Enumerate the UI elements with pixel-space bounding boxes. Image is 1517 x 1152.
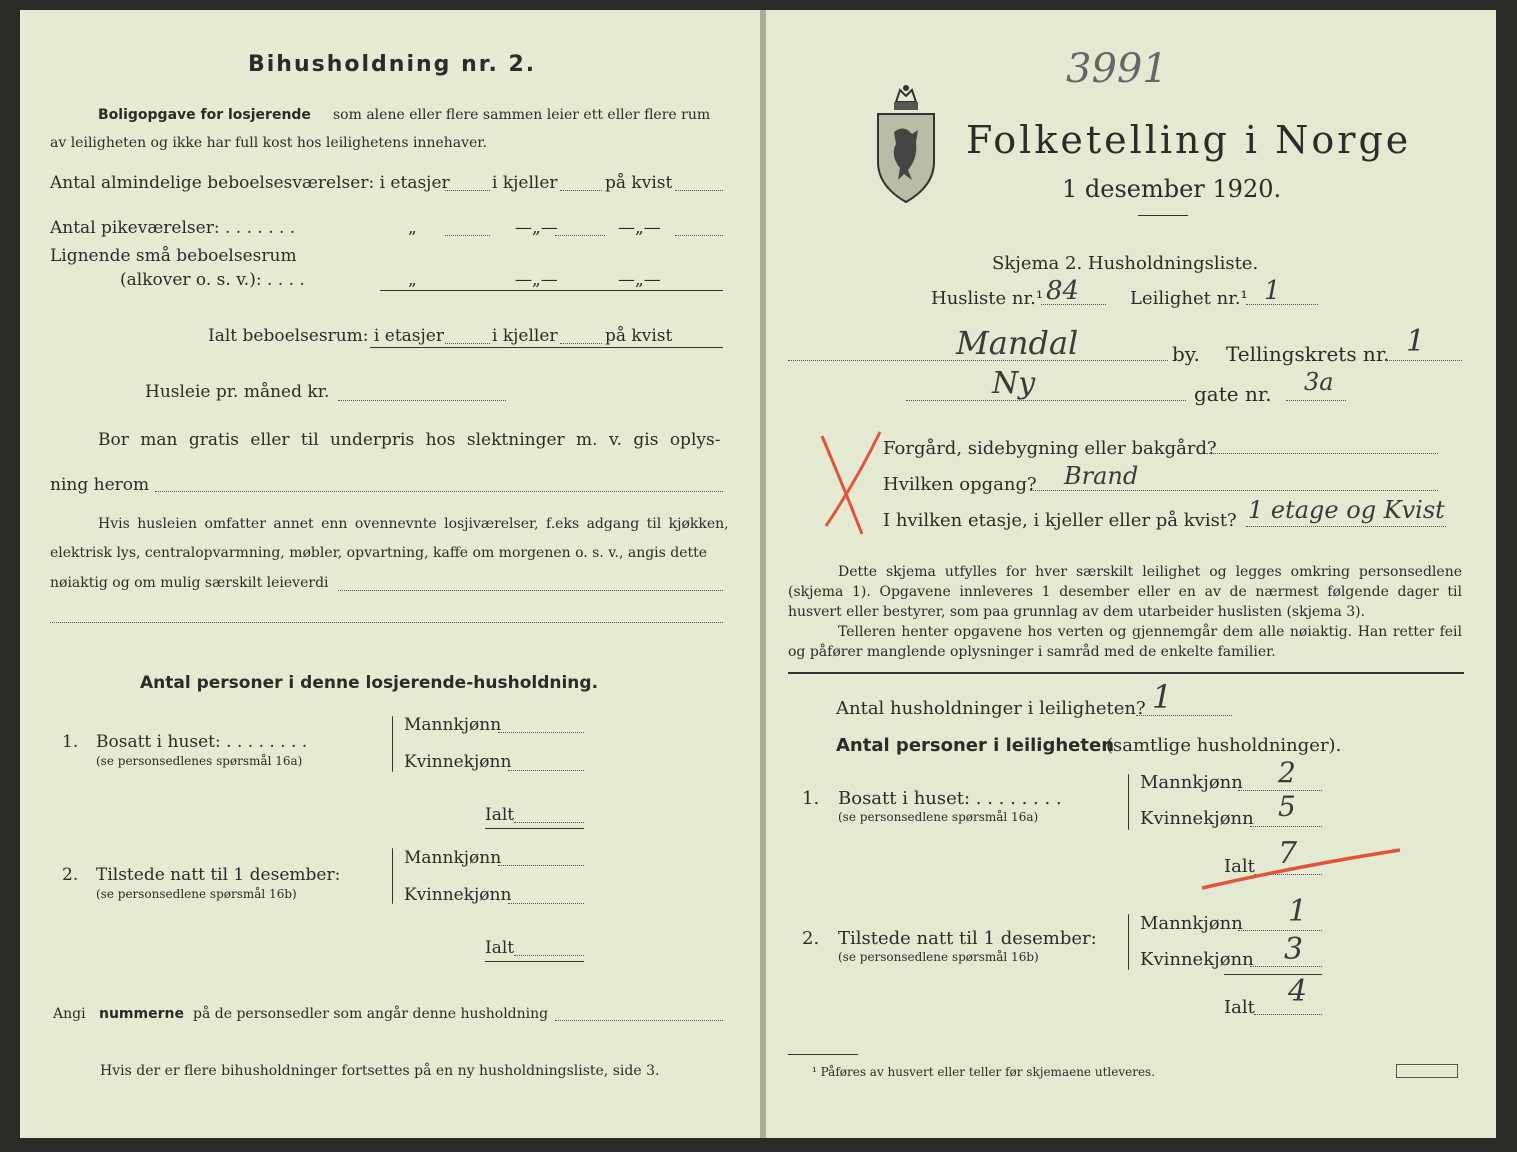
left-footer: Hvis der er flere bihusholdninger fortsettes på en ny husholdningsliste, side 3. [100, 1063, 660, 1079]
q1-ialt-value: 7 [1278, 836, 1298, 871]
ialt-rooms-label: Ialt beboelsesrum: i etasjer [208, 326, 444, 346]
i-kjeller-1: i kjeller [492, 173, 558, 193]
q1-kvinne-right: Kvinnekjønn [1140, 808, 1254, 829]
hvis-line2: elektrisk lys, centralopvarmning, møbler, opvartning, kaffe om morgenen o. s. v., angis dette [50, 545, 708, 561]
left-page [20, 10, 760, 1138]
hvis-line3: nøiaktig og om mulig særskilt leieverdi [50, 575, 329, 591]
lignende-2: (alkover o. s. v.): . . . . [120, 270, 305, 290]
ditto-4: „ [408, 270, 417, 290]
q1-label-left: Bosatt i huset: . . . . . . . . [96, 732, 308, 752]
ditto-3: —„— [618, 218, 661, 238]
q2-sub-left: (se personsedlene spørsmål 16b) [96, 887, 297, 901]
lignende-1: Lignende små beboelsesrum [50, 246, 297, 266]
q2-mann-right: Mannkjønn [1140, 913, 1243, 934]
coat-of-arms-icon [874, 82, 938, 206]
etasje-label: I hvilken etasje, i kjeller eller på kvist? [883, 510, 1237, 531]
q1-label-right: Bosatt i huset: . . . . . . . . [838, 788, 1062, 809]
q2-ialt-right: Ialt [1224, 997, 1255, 1018]
bihusholdning-title: Bihusholdning nr. 2. [248, 52, 537, 77]
rooms-label: Antal almindelige beboelsesværelser: i etasjer [50, 173, 450, 193]
q2-kvinne-right: Kvinnekjønn [1140, 949, 1254, 970]
red-pencil-stroke-icon [1198, 844, 1404, 894]
ditto-5: —„— [515, 270, 558, 290]
opgang-label: Hvilken opgang? [883, 474, 1037, 495]
q1-ialt-left: Ialt [485, 805, 515, 825]
census-title: Folketelling i Norge [966, 118, 1412, 162]
ditto-1: „ [408, 218, 417, 238]
leilighet-label: Leilighet nr.¹ [1130, 288, 1248, 309]
q2-mann-left: Mannkjønn [404, 848, 502, 868]
paa-kvist-1: på kvist [605, 173, 673, 193]
q1-num-left: 1. [62, 732, 79, 752]
intro-rest-1: som alene eller flere sammen leier ett eller flere rum [333, 107, 711, 123]
husholdninger-label: Antal husholdninger i leiligheten? [836, 698, 1146, 719]
angi-post: på de personsedler som angår denne husholdning [193, 1006, 549, 1022]
footnote: ¹ Påføres av husvert eller teller før skjemaene utleveres. [812, 1065, 1156, 1079]
q2-sub-right: (se personsedlene spørsmål 16b) [838, 950, 1039, 964]
persons-heading-right-rest: (samtlige husholdninger). [1106, 735, 1342, 756]
bor-line2: ning herom [50, 475, 150, 495]
instructions-2: Telleren henter opgavene hos verten og gjennemgår dem alle nøiaktig. Han retter feil og påfører manglende oplysninger i samråd med de enkelte familier. [788, 624, 1462, 660]
husholdninger-value: 1 [1152, 678, 1173, 716]
gate-value: 3a [1304, 368, 1334, 396]
intro-rest-2: av leiligheten og ikke har full kost hos leilighetens innehaver. [50, 135, 487, 151]
krets-label: Tellingskrets nr. [1226, 342, 1390, 366]
husliste-value: 84 [1046, 276, 1080, 306]
etasje-value: 1 etage og Kvist [1248, 496, 1445, 524]
q2-ialt-left: Ialt [485, 938, 515, 958]
q1-sub-left: (se personsedlenes spørsmål 16a) [96, 754, 303, 768]
q1-sub-right: (se personsedlene spørsmål 16a) [838, 810, 1039, 824]
right-page [766, 10, 1496, 1138]
intro-bold: Boligopgave for losjerende [98, 107, 311, 123]
instructions-1: Dette skjema utfylles for hver særskilt leilighet og legges omkring personsedlene (skjema 1). Opgavene innleveres 1 desember eller en av de nærmest følgende dager til husvert eller bestyrer, som paa grunnlag av dem utarbeider huslisten (skjema 3). [788, 564, 1462, 620]
census-date: 1 desember 1920. [1062, 175, 1282, 203]
ditto-2: —„— [515, 218, 558, 238]
gate-label: gate nr. [1194, 382, 1272, 406]
leilighet-value: 1 [1264, 276, 1281, 306]
q2-mann-value: 1 [1288, 894, 1308, 929]
persons-heading-left: Antal personer i denne losjerende-husholdning. [140, 673, 599, 693]
persons-heading-right: Antal personer i leiligheten [836, 735, 1115, 756]
stamp-number: 3991 [1066, 46, 1168, 92]
ditto-6: —„— [618, 270, 661, 290]
q2-label-right: Tilstede natt til 1 desember: [838, 928, 1097, 949]
q2-kvinne-left: Kvinnekjønn [404, 885, 512, 905]
bor-line1: Bor man gratis eller til underpris hos slektninger m. v. gis oplys- [98, 430, 721, 450]
angi-bold: nummerne [99, 1006, 184, 1022]
by-label: by. [1172, 342, 1200, 366]
q2-num-left: 2. [62, 865, 79, 885]
schema-label: Skjema 2. Husholdningsliste. [992, 253, 1259, 274]
i-kjeller-2: i kjeller [492, 326, 558, 346]
angi-pre: Angi [53, 1006, 86, 1022]
street-value: Ny [992, 366, 1036, 401]
q1-ialt-right: Ialt [1224, 856, 1255, 877]
q1-mann-left: Mannkjønn [404, 715, 502, 735]
red-cross-mark-icon [818, 428, 888, 540]
q2-label-left: Tilstede natt til 1 desember: [96, 865, 341, 885]
q2-num-right: 2. [802, 928, 820, 949]
hvis-line1: Hvis husleien omfatter annet enn ovennevnte losjiværelser, f.eks adgang til kjøkken, [98, 516, 729, 532]
q1-num-right: 1. [802, 788, 820, 809]
q1-mann-right: Mannkjønn [1140, 772, 1243, 793]
husleie-label: Husleie pr. måned kr. [145, 382, 330, 402]
city-value: Mandal [956, 324, 1079, 362]
q2-ialt-value: 4 [1288, 974, 1308, 1009]
q1-kvinne-left: Kvinnekjønn [404, 752, 512, 772]
pike-label: Antal pikeværelser: . . . . . . . [50, 218, 296, 238]
husliste-label: Husliste nr.¹ [931, 288, 1044, 309]
printer-mark [1396, 1064, 1458, 1078]
krets-value: 1 [1406, 324, 1426, 359]
q1-kvinne-value: 5 [1278, 790, 1296, 823]
forgard-label: Forgård, sidebygning eller bakgård? [883, 438, 1217, 459]
paa-kvist-2: på kvist [605, 326, 673, 346]
q2-kvinne-value: 3 [1284, 932, 1304, 967]
opgang-value: Brand [1064, 462, 1139, 490]
q1-mann-value: 2 [1278, 756, 1296, 789]
